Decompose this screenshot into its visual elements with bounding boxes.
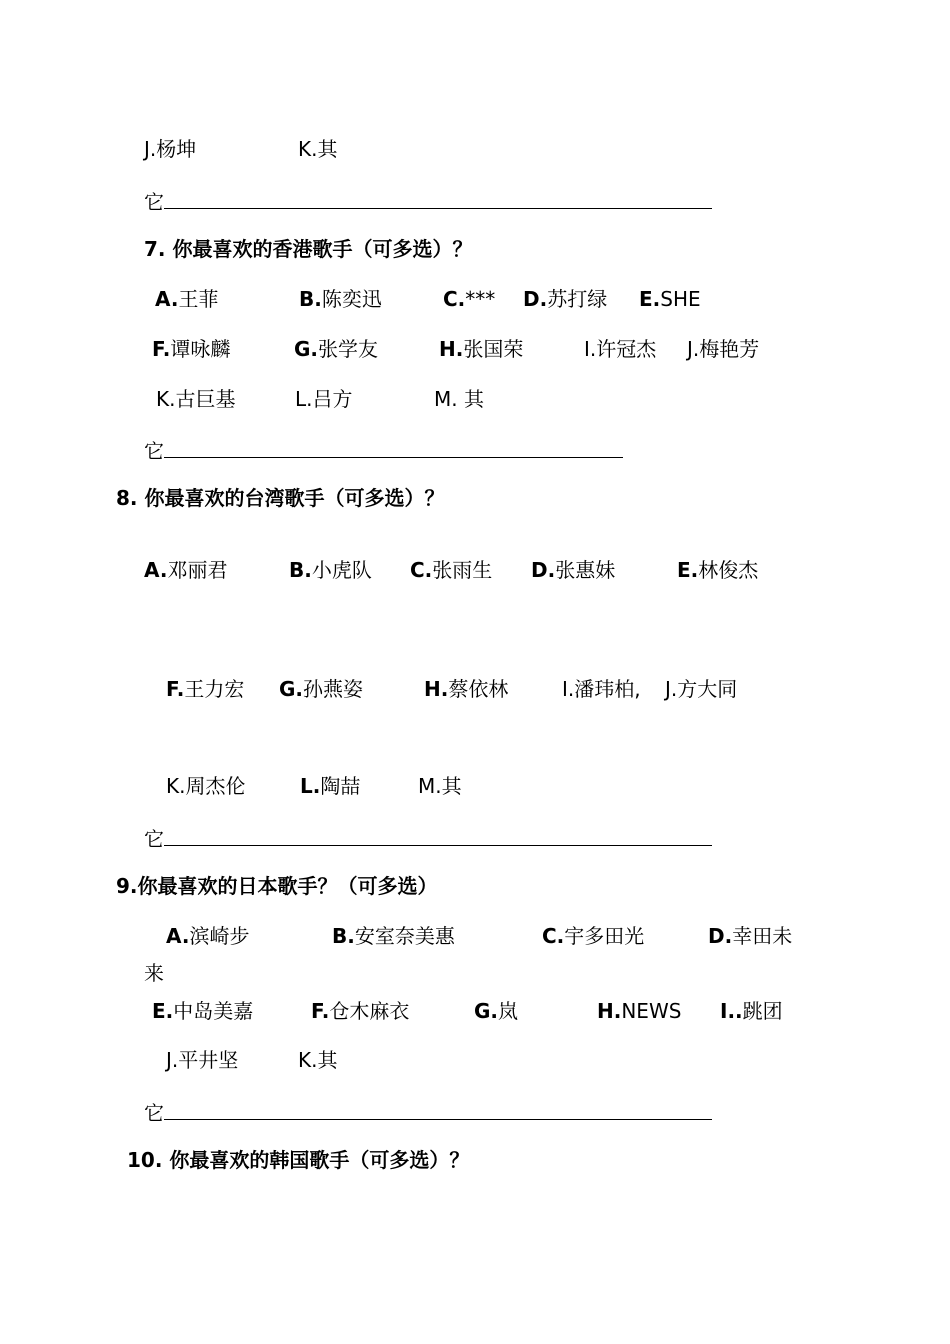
option-letter: K.: [166, 774, 186, 798]
q7-option-h: [439, 339, 523, 359]
option-name: 王菲: [178, 287, 219, 311]
option-name: 其: [441, 774, 462, 798]
option-letter: L.: [300, 774, 321, 798]
q8-option-l: [300, 776, 360, 796]
option-letter: C.: [443, 287, 466, 311]
option-letter: D.: [708, 924, 733, 948]
option-name: 谭咏麟: [170, 337, 231, 361]
option-letter: F.: [166, 677, 185, 701]
blank-line: [164, 1101, 712, 1120]
q8-option-a: [144, 560, 227, 580]
q8-option-i: [562, 679, 641, 699]
option-name: 蔡依林: [448, 677, 509, 701]
option-name: 陈奕迅: [321, 287, 382, 311]
option-name: 小虎队: [311, 558, 372, 582]
option-name: 平井坚: [178, 1048, 239, 1072]
q7-option-c: [443, 289, 495, 309]
q8-title: 8. 你最喜欢的台湾歌手（可多选）？: [116, 486, 445, 510]
q8-option-h: [424, 679, 508, 699]
option-letter: G.: [474, 999, 499, 1023]
option-letter: B.: [332, 924, 355, 948]
option-letter: F.: [152, 337, 171, 361]
option-name: 安室奈美惠: [354, 924, 455, 948]
q7-title: 7. 你最喜欢的香港歌手（可多选）？: [144, 237, 473, 261]
option-letter: I.: [562, 677, 575, 701]
option-name: 宇多田光: [564, 924, 645, 948]
option-letter: G.: [279, 677, 304, 701]
q8-option-f: [166, 679, 244, 699]
q8-option-m: [418, 776, 462, 796]
option-name: 幸田未: [732, 924, 793, 948]
q9-option-f: [311, 1001, 409, 1021]
option-letter: M.: [418, 774, 442, 798]
option-letter: J.: [665, 677, 678, 701]
option-letter: B.: [289, 558, 312, 582]
blank-line: [164, 827, 712, 846]
option-letter: J.: [166, 1048, 179, 1072]
blank-line: [164, 439, 623, 458]
q9-option-g: [474, 1001, 518, 1021]
option-letter: E.: [152, 999, 174, 1023]
q8-option-d: [531, 560, 615, 580]
q8-option-c: [410, 560, 492, 580]
other-label: 它: [144, 1101, 164, 1125]
option-name: 方大同: [677, 677, 738, 701]
option-name: 古巨基: [175, 387, 236, 411]
q8-option-k: [166, 776, 245, 796]
option-name: 周杰伦: [185, 774, 246, 798]
option-name: SHE: [660, 287, 701, 311]
option-name: 来: [144, 961, 164, 985]
option-letter: H.: [597, 999, 622, 1023]
q8-option-e: [677, 560, 758, 580]
blank-line: [164, 190, 712, 209]
option-letter: B.: [299, 287, 322, 311]
q8-option-g: [279, 679, 363, 699]
option-name: 张雨生: [432, 558, 493, 582]
option-letter: I.: [584, 337, 597, 361]
q7-option-l: [295, 389, 353, 409]
option-letter: H.: [424, 677, 449, 701]
q9-title: 9.你最喜欢的日本歌手？（可多选）: [116, 874, 438, 898]
option-letter: J.: [144, 137, 157, 161]
option-name: 林俊杰: [698, 558, 759, 582]
q9-option-d-wrap: [144, 963, 164, 983]
option-name: 邓丽君: [167, 558, 228, 582]
option-letter: M.: [434, 387, 458, 411]
option-letter: G.: [294, 337, 319, 361]
option-letter: A.: [155, 287, 179, 311]
q7-option-f: [152, 339, 230, 359]
q6-option-j: [144, 139, 196, 159]
q9-option-c: [542, 926, 644, 946]
option-letter: J.: [687, 337, 700, 361]
q8-option-j: [665, 679, 737, 699]
q9-option-j: [166, 1050, 238, 1070]
q9-option-e: [152, 1001, 253, 1021]
option-name: 孙燕姿: [303, 677, 364, 701]
option-name: 吕方: [312, 387, 353, 411]
q7-option-i: [584, 339, 656, 359]
option-letter: L.: [295, 387, 313, 411]
option-letter: E.: [639, 287, 661, 311]
option-name: 张惠妹: [555, 558, 616, 582]
q10-title: 10. 你最喜欢的韩国歌手（可多选）？: [127, 1148, 470, 1172]
q7-option-m: [434, 389, 484, 409]
option-name: 仓木麻衣: [329, 999, 410, 1023]
option-letter: A.: [144, 558, 168, 582]
q7-option-d: [523, 289, 607, 309]
q7-other-line: [144, 439, 623, 461]
q9-option-a: [166, 926, 249, 946]
q6-other-line: [144, 190, 712, 212]
option-name: 其: [317, 137, 338, 161]
q9-option-d: [708, 926, 792, 946]
option-letter: H.: [439, 337, 464, 361]
option-name: 苏打绿: [547, 287, 608, 311]
option-name: 许冠杰: [596, 337, 657, 361]
option-name: 跳团: [742, 999, 783, 1023]
option-letter: A.: [166, 924, 190, 948]
option-name: 岚: [498, 999, 519, 1023]
option-name: 其: [317, 1048, 338, 1072]
other-label: 它: [144, 190, 164, 214]
q9-option-b: [332, 926, 455, 946]
option-name: 中岛美嘉: [173, 999, 254, 1023]
option-letter: I..: [720, 999, 743, 1023]
option-letter: K.: [156, 387, 176, 411]
option-name: NEWS: [621, 999, 682, 1023]
option-name: 滨崎步: [189, 924, 250, 948]
option-letter: F.: [311, 999, 330, 1023]
option-letter: C.: [542, 924, 565, 948]
option-letter: D.: [523, 287, 548, 311]
q9-option-h: [597, 1001, 681, 1021]
q8-option-b: [289, 560, 372, 580]
other-label: 它: [144, 439, 164, 463]
option-letter: C.: [410, 558, 433, 582]
q9-other-line: [144, 1101, 712, 1123]
option-letter: D.: [531, 558, 556, 582]
option-letter: K.: [298, 137, 318, 161]
option-letter: K.: [298, 1048, 318, 1072]
option-name: 其: [457, 387, 484, 411]
other-label: 它: [144, 827, 164, 851]
option-name: ***: [465, 287, 496, 311]
q7-option-a: [155, 289, 218, 309]
q7-option-j: [687, 339, 759, 359]
q6-option-k: [298, 139, 337, 159]
option-name: 张国荣: [463, 337, 524, 361]
q7-option-e: [639, 289, 701, 309]
q9-option-i: [720, 1001, 783, 1021]
option-name: 梅艳芳: [699, 337, 760, 361]
q7-option-b: [299, 289, 382, 309]
q9-option-k: [298, 1050, 337, 1070]
option-name: 王力宏: [184, 677, 245, 701]
option-letter: E.: [677, 558, 699, 582]
option-name: 杨坤: [156, 137, 197, 161]
q7-option-g: [294, 339, 378, 359]
option-name: 陶喆: [320, 774, 361, 798]
option-name: 潘玮柏,: [574, 677, 641, 701]
option-name: 张学友: [318, 337, 379, 361]
q7-option-k: [156, 389, 235, 409]
q8-other-line: [144, 827, 712, 849]
